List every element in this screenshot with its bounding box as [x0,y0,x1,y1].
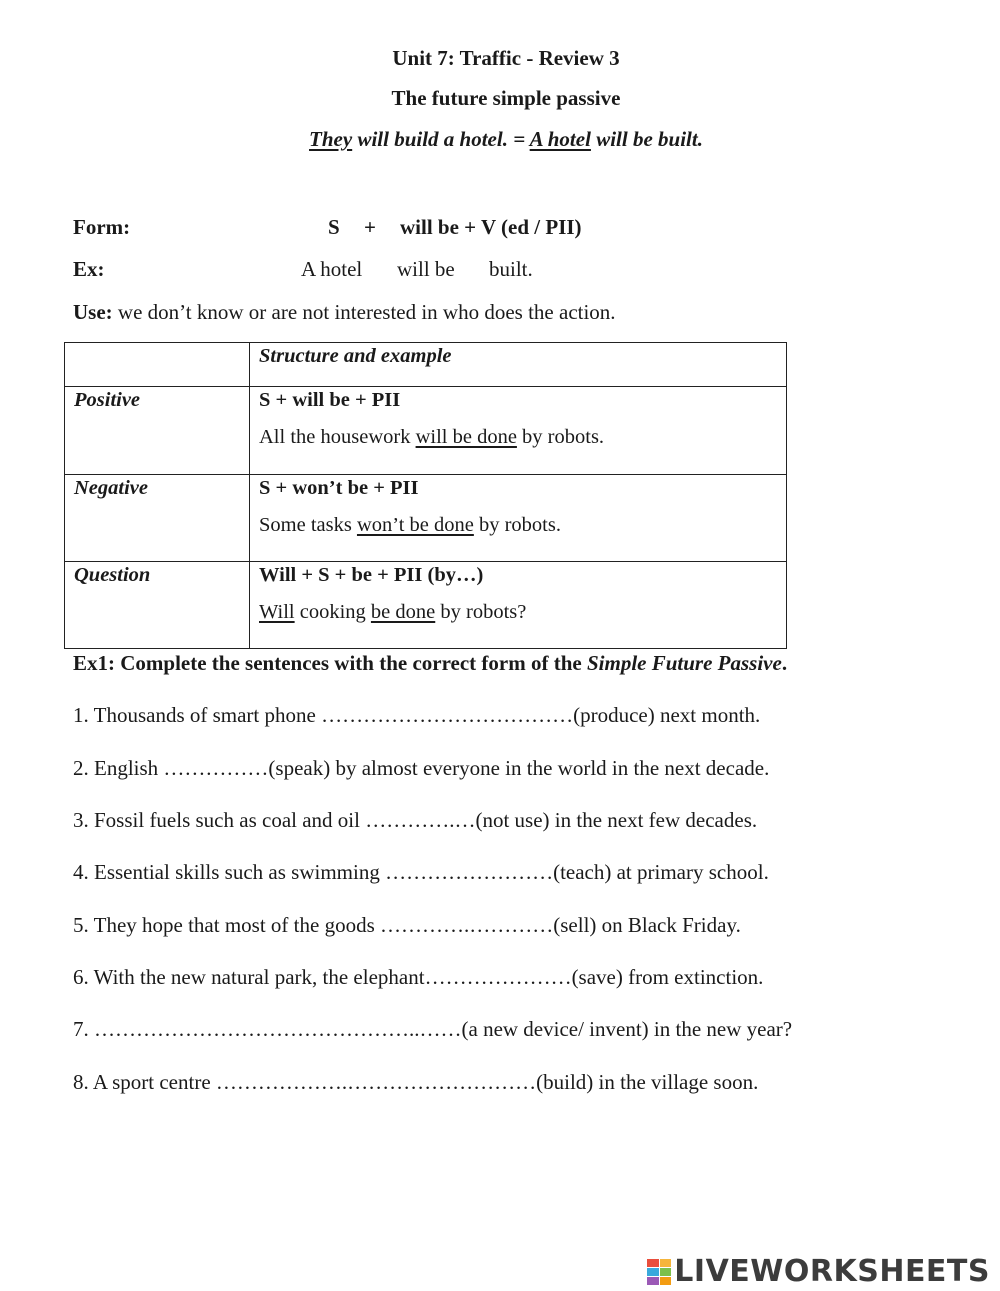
use-line [73,300,616,325]
ex-part-willbe: will be [397,257,455,281]
use-text: we don’t know or are not interested in who does the action. [112,300,616,324]
ex-part-subject: A hotel [301,257,363,281]
table-row-question [65,562,787,649]
table-header-cell: Structure and example [250,343,787,387]
row-content-cell [250,475,787,562]
grammar-table [64,342,787,649]
row-label-cell [65,387,250,475]
exercise-item-5[interactable]: 5. They hope that most of the goods ………….…………(sell) on Black Friday. [73,913,741,937]
ex-label: Ex: [73,257,105,281]
example-sentence [0,127,1000,152]
form-label: Form: [73,215,131,239]
table-row-positive [65,387,787,475]
exercise-item-8[interactable]: 8. A sport centre ……………….………………………(build) in the village soon. [73,1070,759,1094]
row-structure: S + won’t be + PII [259,477,419,499]
exercise-item-4[interactable]: 4. Essential skills such as swimming ……………………(teach) at primary school. [73,860,769,884]
logo-blocks-icon [647,1259,671,1285]
row-label: Positive [74,389,141,411]
table-header-empty [65,343,250,387]
row-content-cell [250,562,787,649]
use-label: Use: [73,300,113,324]
page-subtitle: The future simple passive [391,86,621,110]
form-s: S [328,215,340,239]
row-example: Some tasks won’t be done by robots. [259,514,561,536]
exercise-item-7[interactable]: 7. ………………………………………..……(a new device/ invent) in the new year? [73,1017,793,1041]
active-subject: They [309,127,353,151]
liveworksheets-logo[interactable] [647,1254,990,1289]
row-example: Will cooking be done by robots? [259,601,527,623]
form-plus: + [364,215,376,239]
passive-subject: A hotel [529,127,591,151]
exercise-item-6[interactable]: 6. With the new natural park, the elephant…………………(save) from extinction. [73,965,764,989]
page-title: Unit 7: Traffic - Review 3 [392,46,620,70]
row-structure: Will + S + be + PII (by…) [259,564,484,586]
logo-text: LIVEWORKSHEETS [674,1254,990,1289]
row-label: Negative [74,477,148,499]
ex-part-verb: built. [489,257,533,281]
example-middle: will build a hotel. = [352,127,530,151]
form-structure: will be + V (ed / PII) [400,215,582,239]
row-label-cell [65,475,250,562]
exercise-heading: Ex1: Complete the sentences with the correct form of the Simple Future Passive. [73,651,788,675]
row-example: All the housework will be done by robots. [259,426,605,448]
row-label-cell [65,562,250,649]
exercise-item-3[interactable]: 3. Fossil fuels such as coal and oil ………….…(not use) in the next few decades. [73,808,758,832]
exercise-item-1[interactable]: 1. Thousands of smart phone ………………………………(produce) next month. [73,703,761,727]
table-row-negative [65,475,787,562]
row-content-cell [250,387,787,475]
example-end: will be built. [590,127,703,151]
row-label: Question [74,564,151,586]
row-structure: S + will be + PII [259,389,401,411]
exercise-item-2[interactable]: 2. English ……………(speak) by almost everyone in the world in the next decade. [73,756,770,780]
table-header-row [65,343,787,387]
